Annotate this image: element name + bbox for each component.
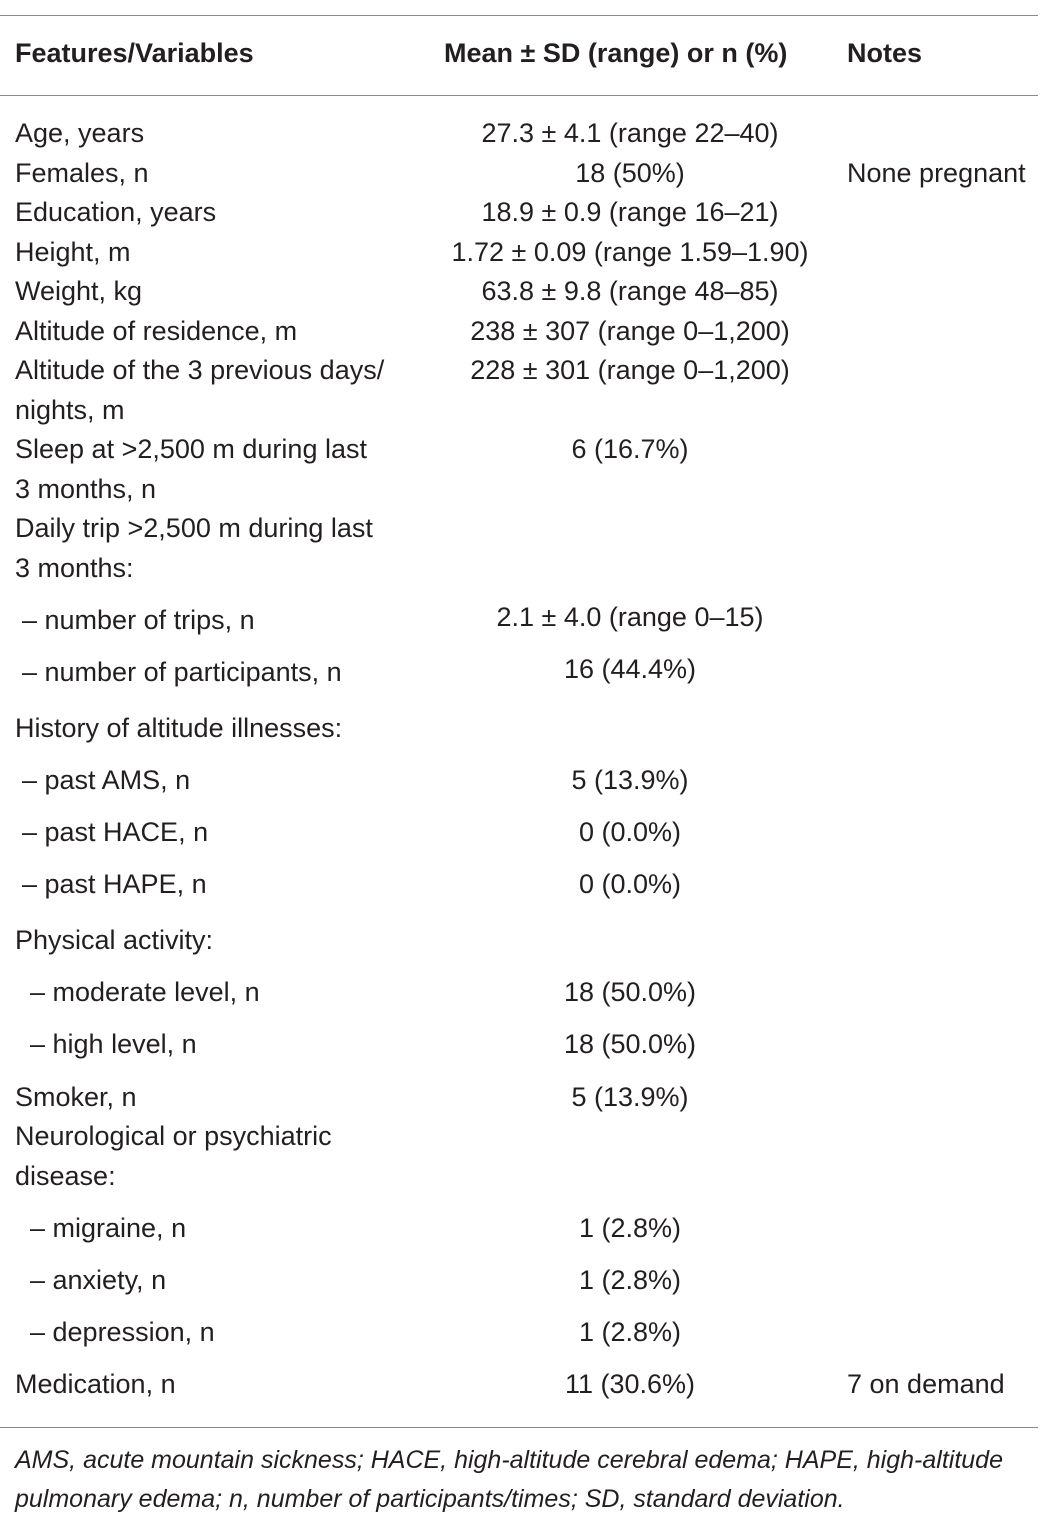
row-value: 238 ± 307 (range 0–1,200) [470,316,790,346]
table-bottom-rule [0,1427,1038,1428]
row-label: Altitude of residence, m [15,316,298,346]
row-label: Medication, n [15,1369,176,1399]
row-value: 1 (2.8%) [578,1213,682,1243]
row-label: Education, years [15,197,217,227]
row-label: Sleep at >2,500 m during last [15,434,367,464]
row-label: – high level, n [30,1029,197,1059]
header-notes: Notes [847,38,923,68]
row-label-continued: nights, m [15,395,125,425]
row-value: 5 (13.9%) [571,1082,689,1112]
row-label: Weight, kg [15,276,143,306]
row-value: 0 (0.0%) [578,817,682,847]
row-label: Age, years [15,118,145,148]
row-label: – migraine, n [30,1213,187,1243]
row-label: Daily trip >2,500 m during last [15,513,373,543]
row-label: – depression, n [30,1317,215,1347]
row-value: 1 (2.8%) [578,1265,682,1295]
table-footnote: AMS, acute mountain sickness; HACE, high-altitude cerebral edema; HAPE, high-altitude pulmonary edema; n, number of participants/times; SD, standard deviation. [15,1446,1003,1513]
row-value: 0 (0.0%) [578,869,682,899]
row-value: 2.1 ± 4.0 (range 0–15) [496,602,764,632]
row-value: 1 (2.8%) [578,1317,682,1347]
row-value: 18 (50.0%) [563,977,697,1007]
row-label: – past HAPE, n [22,869,207,899]
row-note: 7 on demand [847,1369,1005,1399]
row-value: 63.8 ± 9.8 (range 48–85) [481,276,779,306]
row-label: Females, n [15,158,149,188]
row-value: 16 (44.4%) [563,654,697,684]
row-label: Physical activity: [15,925,214,955]
row-label: – number of participants, n [22,657,342,687]
row-label: Neurological or psychiatric [15,1121,332,1151]
header-bottom-rule [0,95,1038,96]
row-label: History of altitude illnesses: [15,713,343,743]
header-value: Mean ± SD (range) or n (%) [444,38,788,68]
row-label: Altitude of the 3 previous days/ [15,355,385,385]
row-value: 11 (30.6%) [564,1369,696,1399]
row-label: – past AMS, n [22,765,191,795]
row-value: 6 (16.7%) [571,434,689,464]
table-top-rule [0,15,1038,16]
row-label: – anxiety, n [30,1265,167,1295]
row-value: 18.9 ± 0.9 (range 16–21) [481,197,779,227]
row-label: – past HACE, n [22,817,209,847]
row-value: 18 (50.0%) [563,1029,697,1059]
row-label-continued: disease: [15,1161,116,1191]
row-note: None pregnant [847,158,1026,188]
row-label: – moderate level, n [30,977,260,1007]
header-features: Features/Variables [15,38,254,68]
row-value: 228 ± 301 (range 0–1,200) [470,355,790,385]
row-value: 1.72 ± 0.09 (range 1.59–1.90) [451,237,809,267]
row-value: 5 (13.9%) [571,765,689,795]
row-label-continued: 3 months: [15,553,134,583]
row-label: Height, m [15,237,131,267]
row-label: Smoker, n [15,1082,137,1112]
row-label-continued: 3 months, n [15,474,157,504]
row-value: 27.3 ± 4.1 (range 22–40) [481,118,779,148]
row-label: – number of trips, n [22,605,255,635]
row-value: 18 (50%) [575,158,685,188]
